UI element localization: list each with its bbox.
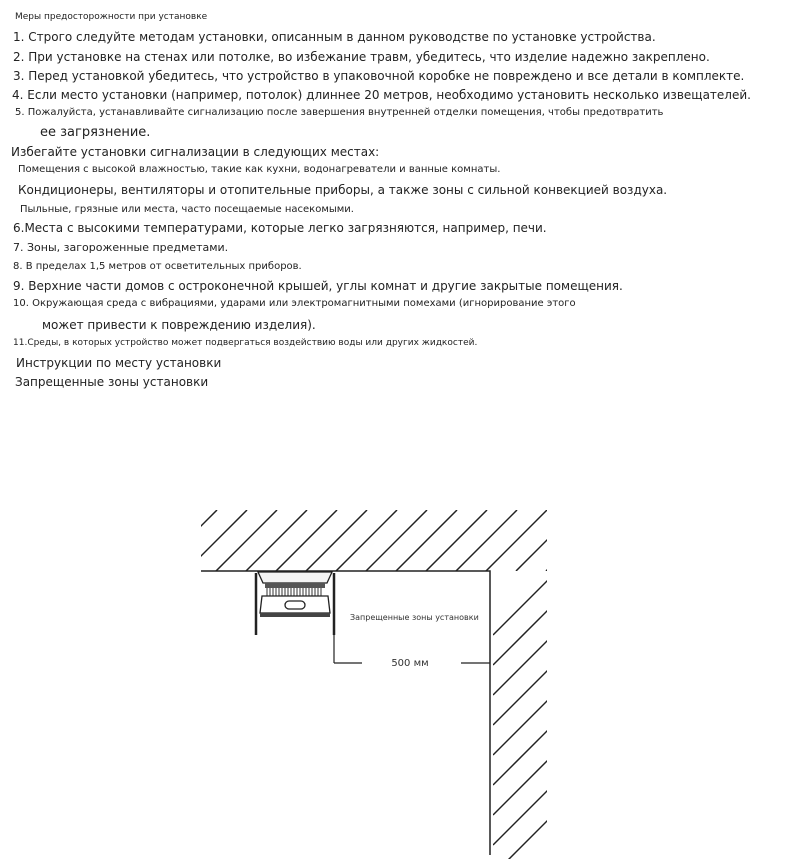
avoid-item-9: 11.Среды, в которых устройство может подвергаться воздействию воды или других жидкостей.	[13, 338, 478, 348]
page-heading: Меры предосторожности при установке	[15, 12, 208, 22]
avoid-item-3: Пыльные, грязные или места, часто посещаемые насекомыми.	[20, 204, 354, 215]
avoid-item-8: 10. Окружающая среда с вибрациями, ударами или электромагнитными помехами (игнорирование этого	[13, 298, 576, 309]
rule-2: 2. При установке на стенах или потолке, во избежание травм, убедитесь, что изделие надежно закреплено.	[13, 50, 710, 64]
distance-label: 500 мм	[391, 658, 429, 669]
smoke-detector	[256, 572, 334, 635]
forbidden-zone-label: Запрещенные зоны установки	[350, 613, 479, 622]
rule-4: 4. Если место установки (например, потолок) длиннее 20 метров, необходимо установить несколько извещателей.	[12, 88, 751, 102]
avoid-item-5: 7. Зоны, загороженные предметами.	[13, 241, 229, 254]
dimension-lines	[334, 600, 490, 663]
avoid-item-8-continued: может привести к повреждению изделия).	[42, 318, 316, 332]
avoid-item-4: 6.Места с высокими температурами, которые легко загрязняются, например, печи.	[13, 221, 547, 235]
rule-3: 3. Перед установкой убедитесь, что устройство в упаковочной коробке не повреждено и все детали в комплекте.	[13, 69, 745, 83]
avoid-item-2: Кондиционеры, вентиляторы и отопительные приборы, а также зоны с сильной конвекцией воздуха.	[18, 183, 668, 197]
rule-1: 1. Строго следуйте методам установки, описанным в данном руководстве по установке устройства.	[13, 30, 656, 44]
footer-line-instructions: Инструкции по месту установки	[16, 356, 222, 370]
avoid-item-7: 9. Верхние части домов с остроконечной крышей, углы комнат и другие закрытые помещения.	[13, 279, 623, 293]
wall-hatch	[493, 575, 553, 859]
avoid-item-1: Помещения с высокой влажностью, такие как кухни, водонагреватели и ванные комнаты.	[18, 164, 501, 175]
footer-line-forbidden-zones: Запрещенные зоны установки	[15, 375, 209, 389]
ceiling-hatch	[196, 510, 556, 571]
avoid-heading: Избегайте установки сигнализации в следующих местах:	[11, 145, 380, 159]
installation-diagram	[196, 505, 556, 859]
avoid-item-6: 8. В пределах 1,5 метров от осветительных приборов.	[13, 261, 302, 272]
rule-5-continued: ее загрязнение.	[40, 125, 151, 140]
rule-5: 5. Пожалуйста, устанавливайте сигнализацию после завершения внутренней отделки помещения, чтобы предотвратить	[15, 107, 664, 118]
